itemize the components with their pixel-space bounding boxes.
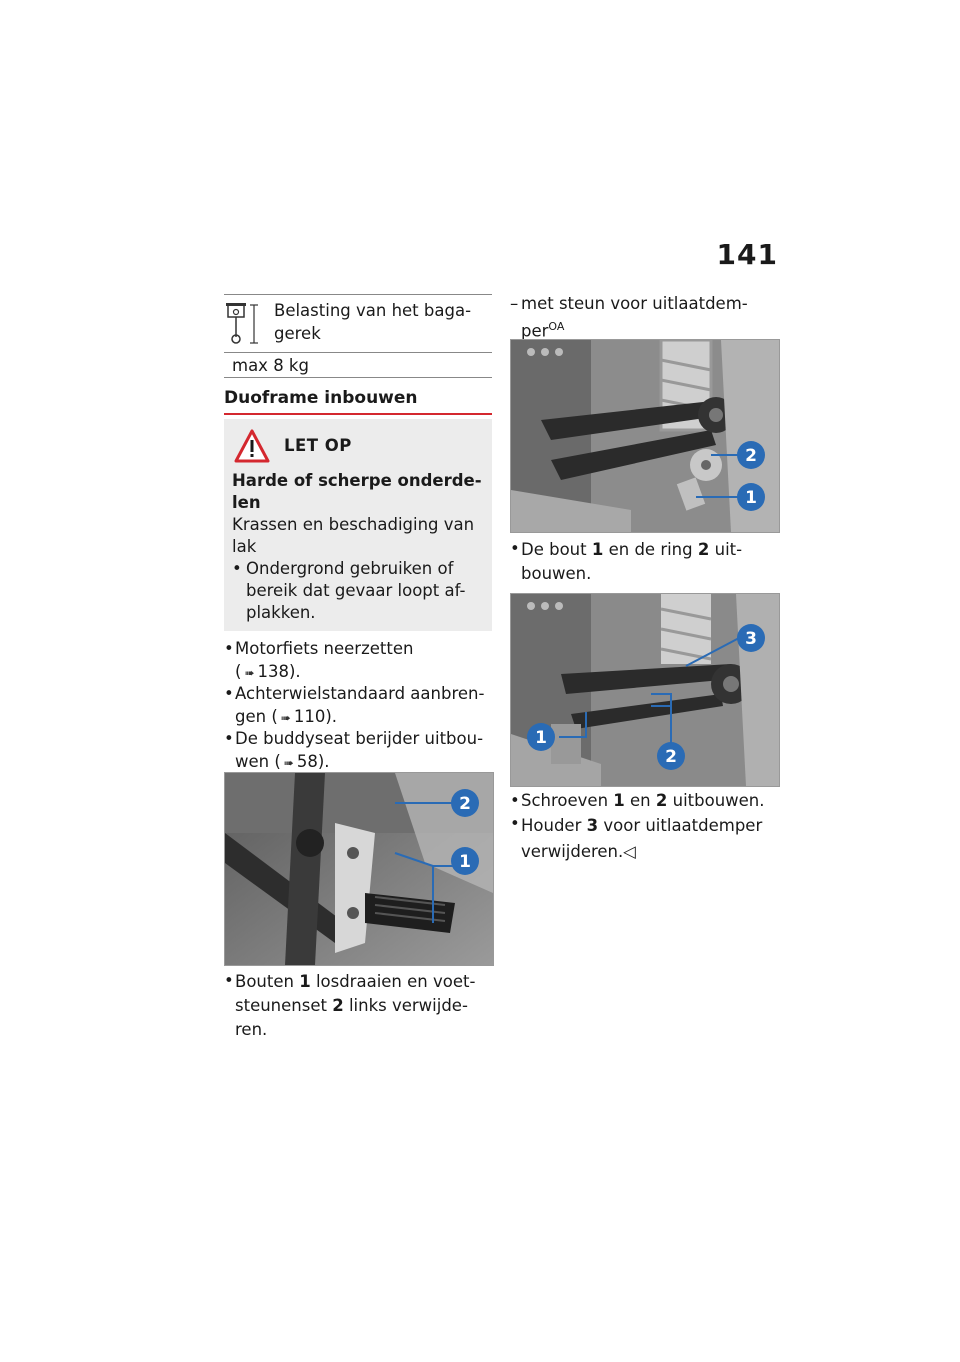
spec-value: max 8 kg [232,356,309,375]
warning-text: Krassen en beschadiging van lak [232,515,475,556]
warning-title: LET OP [284,436,352,455]
page-number: 141 [716,238,778,271]
page-ref-arrow-icon: ➠ [244,665,255,680]
exhaust-bolt-photo [510,339,780,533]
exhaust-bracket-photo [510,593,780,787]
section-rule [224,413,492,415]
spec-label: Belasting van het baga-gerek [274,301,472,343]
callout-label: 3 [745,629,757,649]
callout-label: 1 [459,852,471,872]
warning-triangle-icon [234,429,270,463]
callout-label: 2 [745,446,757,466]
callout-label: 2 [459,794,471,814]
page-ref-arrow-icon: ➠ [280,710,291,725]
section-title: Duoframe inbouwen [224,388,418,408]
callout-label: 2 [665,747,677,767]
callout-label: 1 [745,488,757,508]
footrest-photo [224,772,494,966]
callout-label: 1 [535,728,547,748]
end-of-section-icon: ◁ [623,842,636,861]
luggage-rack-weight-icon [224,301,260,345]
spec-table [224,294,492,378]
warning-box: LET OP Harde of scherpe onderde-len Krassen en beschadiging van lak • Ondergrond gebruiken of bereik dat gevaar loopt af-plakken. [224,419,492,631]
warning-headline: Harde of scherpe onderde-len [232,471,482,512]
page-ref-arrow-icon: ➠ [283,755,294,770]
